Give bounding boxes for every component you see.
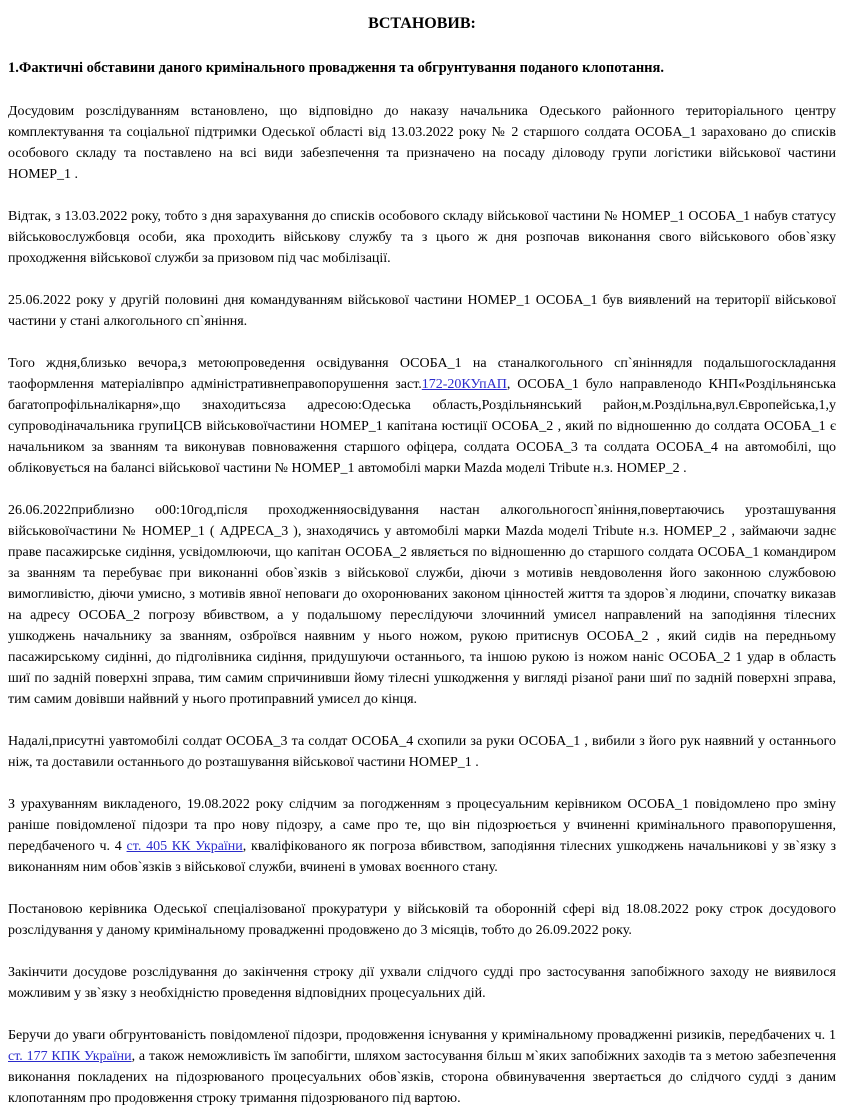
law-article-link[interactable]: ст. 177 КПК України bbox=[8, 1048, 132, 1064]
paragraph bbox=[8, 1025, 836, 1109]
paragraph-text: 25.06.2022 року у другій половині дня командуванням військової частини НОМЕР_1 ОСОБА_1 був виявлений на території військової частини у стані алкогольного сп`яніння. bbox=[8, 292, 836, 329]
court-document bbox=[8, 12, 836, 1109]
paragraph-container bbox=[8, 101, 836, 1109]
law-article-link[interactable]: 172-20КУпАП bbox=[421, 376, 507, 392]
paragraph bbox=[8, 899, 836, 941]
section-heading: 1.Фактичні обставини даного кримінального провадження та обгрунтування поданого клопотання. bbox=[8, 60, 664, 76]
paragraph-text: Беручи до уваги обгрунтованість повідомленої підозри, продовження існування у кримінальному провадженні ризиків, передбачених ч. 1 bbox=[8, 1027, 836, 1043]
paragraph-text: Досудовим розслідуванням встановлено, що відповідно до наказу начальника Одеського районного територіального центру комплектування та соціальної підтримки Одеської області від 13.03.2022 року № 2 старшого солдата ОСОБА_1 зараховано до списків особового складу та поставлено на всі види забезпечення та призначено на посаду діловоду групи логістики військової частини НОМЕР_1 . bbox=[8, 103, 836, 182]
paragraph-text: Відтак, з 13.03.2022 року, тобто з дня зарахування до списків особового складу військової частини № НОМЕР_1 ОСОБА_1 набув статусу військовослужбовця особи, яка проходить військову службу та з цього ж дня розпочав виконання свого військового обов`язку проходження військової служби за призовом під час мобілізації. bbox=[8, 208, 836, 266]
paragraph bbox=[8, 794, 836, 878]
paragraph-text: 26.06.2022приблизно о00:10год,після проходженняосвідування настан алкогольногосп`яніння,повертаючись урозташування військовоїчастини № НОМЕР_1 ( АДРЕСА_3 ), знаходячись у автомобілі марки Mazda моделі Tribute н.з. НОМЕР_2 , займаючи заднє праве пасажирське сидіння, усвідомлюючи, що капітан ОСОБА_2 являється по відношенню до старшого солдата ОСОБА_1 командиром за званням та перебуває при виконанні обов`язків з військової служби, діючи з мотивів невдоволення його законною службовою вимогливістю, діючи умисно, з мотивів явної неповаги до охоронюваних законом цінностей життя та здоров`я людини, спочатку виказав на адресу ОСОБА_2 погрозу вбивством, а у подальшому переслідуючи злочинний умисел направлений на заподіяння тілесних ушкоджень начальнику за званням, озброївся наявним у нього ножом, рукою притиснув ОСОБА_2 , який сидів на передньому пасажирському сидінні, до підголівника сидіння, придушуючи останнього, та іншою рукою із ножом наніс ОСОБА_2 1 удар в область шиї по задній поверхні зправа, тим самим спричинивши йому тілесні ушкодження у вигляді різаної рани шиї по задній поверхні зправа, тим самим довівши найвний у нього протиправний умисел до кінця. bbox=[8, 502, 836, 707]
paragraph bbox=[8, 206, 836, 269]
paragraph bbox=[8, 500, 836, 710]
paragraph bbox=[8, 290, 836, 332]
paragraph bbox=[8, 101, 836, 185]
paragraph bbox=[8, 353, 836, 479]
paragraph bbox=[8, 731, 836, 773]
paragraph-text: , а також неможливість їм запобігти, шляхом застосування більш м`яких запобіжних заходів та з метою забезпечення виконання покладених на підозрюваного процесуальних обов`язків, сторона обвинувачення звертається до слідчого судді з даним клопотанням про продовження строку тримання підозрюваного під вартою. bbox=[8, 1048, 837, 1106]
paragraph-text: З урахуванням викладеного, 19.08.2022 року слідчим за погодженням з процесуальним керівником ОСОБА_1 повідомлено про зміну раніше повідомленої підозри та про нову підозру, а саме про те, що він підозрюється у вчиненні кримінального правопорушення, передбаченого ч. 4 bbox=[8, 796, 836, 854]
paragraph-text: , кваліфікованого як погроза вбивством, заподіяння тілесних ушкоджень начальникові у зв`язку з виконанням ним обов`язків з військової служби, вчинені в умовах воєнного стану. bbox=[8, 838, 836, 875]
law-article-link[interactable]: ст. 405 КК України bbox=[126, 838, 243, 854]
document-title: ВСТАНОВИВ: bbox=[368, 15, 476, 32]
paragraph-text: Того ждня,близько вечора,з метоюпроведення освідування ОСОБА_1 на станалкогольного сп`яніннядля подальшогоскладання таоформлення матеріалівпро адміністративнеправопорушення заст. bbox=[8, 355, 836, 392]
paragraph bbox=[8, 962, 836, 1004]
paragraph-text: , ОСОБА_1 було направленодо КНП«Роздільнянська багатопрофільналікарня»,що знаходитьсяза адресою:Одеська область,Роздільнянський район,м.Роздільна,вул.Європейська,1,у супроводіначальника групиЦСВ військовоїчастини НОМЕР_1 капітана юстиції ОСОБА_2 , який по відношенню до солдата ОСОБА_1 є начальником за званням та виконував повноваження старшого офіцера, солдата ОСОБА_3 та солдата ОСОБА_4 на автомобілі, що обліковується на балансі військової частини № НОМЕР_1 автомобілі марки Mazda моделі Tribute н.з. НОМЕР_2 . bbox=[8, 376, 836, 476]
paragraph-text: Постановою керівника Одеської спеціалізованої прокуратури у військовій та оборонній сфері від 18.08.2022 року строк досудового розслідування у даному кримінальному провадженні продовжено до 3 місяців, тобто до 26.09.2022 року. bbox=[8, 901, 836, 938]
paragraph-text: Надалі,присутні уавтомобілі солдат ОСОБА_3 та солдат ОСОБА_4 схопили за руки ОСОБА_1 , вибили з його рук наявний у останнього ніж, та доставили останнього до розташування військової частини НОМЕР_1 . bbox=[8, 733, 836, 770]
paragraph-text: Закінчити досудове розслідування до закінчення строку дії ухвали слідчого судді про застосування запобіжного заходу не виявилося можливим у зв`язку з необхідністю проведення відповідних процесуальних дій. bbox=[8, 964, 836, 1001]
